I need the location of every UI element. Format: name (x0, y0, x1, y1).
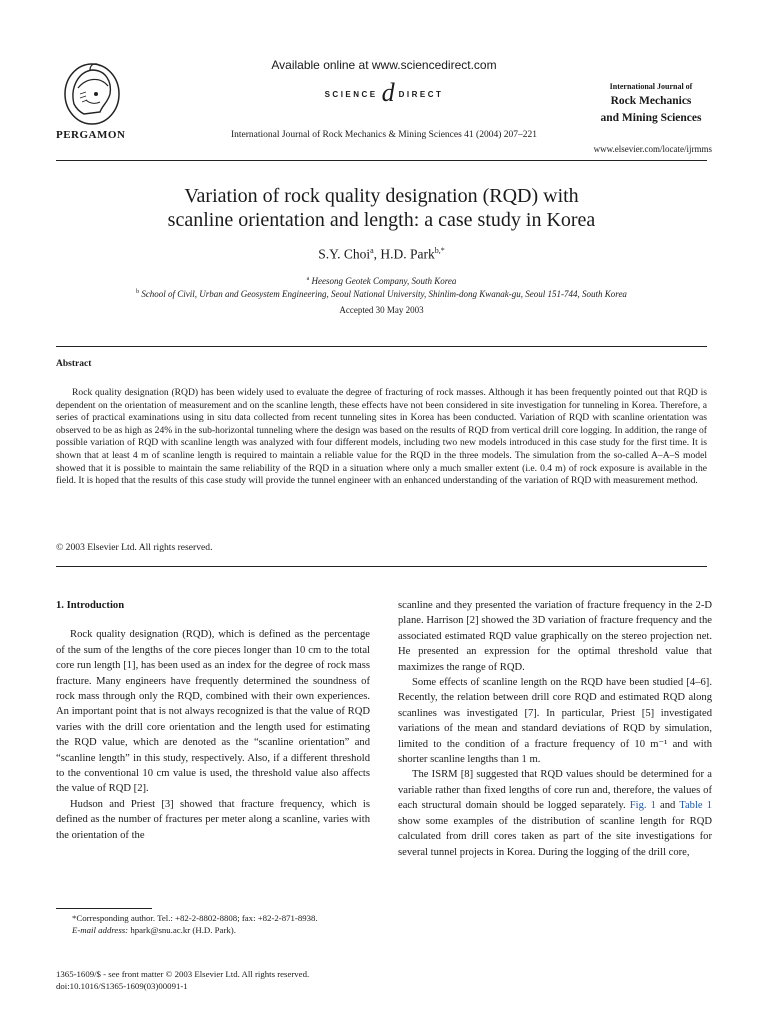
title-line-1: Variation of rock quality designation (RQD) with (184, 185, 579, 207)
journal-citation: International Journal of Rock Mechanics & Mining Sciences 41 (2004) 207–221 (230, 130, 538, 140)
left-paragraph-1: Rock quality designation (RQD), which is defined as the percentage of the sum of the lengths of the core pieces longer than 10 cm to the total core run length [1], has been used as an index for the degree of rock mass fracture. Many engineers have frequently determined the soundness of rock mass through only the RQD, combined with their own experiences. An important point that is not always recognized is that the value of RQD varies with the drill core orientation and the length used for estimating the RQD value, which are denoted as the “scanline orientation” and “scanline length” in this study, respectively. Also, if a different threshold to the conventional 10 cm value is used, the threshold value also affects the value of RQD [2]. (56, 629, 370, 795)
available-online-text: Available online at www.sciencedirect.com (271, 58, 497, 72)
sd-left-text: SCIENCE (324, 90, 378, 100)
right-p3-text-a: The ISRM [8] suggested that RQD values should be determined for a variable rather than fixed lengths of core run and, therefore, the values of each structural domain should be logged separately. (398, 769, 712, 812)
affiliation-a-mark: a (306, 276, 310, 282)
corresponding-author-note: *Corresponding author. Tel.: +82-2-8802-8808; fax: +82-2-871-8938. (72, 913, 318, 923)
affiliation-b (56, 289, 707, 299)
journal-url-link[interactable]: www.elsevier.com/locate/ijrmms (593, 144, 712, 154)
abstract-top-divider (56, 346, 707, 347)
body-right-column (398, 598, 712, 860)
journal-title-small: International Journal of (609, 82, 693, 91)
right-paragraph-1: scanline and they presented the variation of fracture frequency in the 2-D plane. Harrison [2] showed the 3D variation of fracture frequency and the associated estimated RQD value graphically on the stereo projection net. He presented an expression for the optimal threshold value that maximizes the range of RQD. (398, 600, 712, 673)
footnote-rule (56, 908, 152, 909)
right-p3-text-b: show some examples of the distribution of scanline length for RQD calculated from drill cores taken as part of the site investigations for several tunnel projects in Korea. During the logging of the drill core, (398, 815, 712, 858)
publisher-name: PERGAMON (56, 129, 126, 141)
abstract-heading: Abstract (56, 359, 92, 369)
left-paragraph-2: Hudson and Priest [3] showed that fracture frequency, which is defined as the number of fractures per meter along a scanline, varies with the orientation of the (56, 798, 370, 841)
doi-line: doi:10.1016/S1365-1609(03)00091-1 (56, 981, 188, 992)
journal-title-line2: and Mining Sciences (600, 112, 702, 124)
author-1: S.Y. Choi (318, 246, 371, 262)
author-1-affil: a (370, 246, 374, 255)
journal-title-block (586, 82, 716, 125)
sd-right-text: DIRECT (398, 90, 444, 100)
author-2: H.D. Park (380, 246, 435, 262)
right-p3-and: and (655, 800, 680, 812)
right-paragraph-2: Some effects of scanline length on the RQD have been studied [4–6]. Recently, the relation between drill core RQD and estimated RQD along scanlines was investigated [7]. In particular, Priest [5] investigated variations of the mean and standard deviations of RQD by simulation, limited to the condition of a fracture frequency of 10 m⁻¹ and with shorter scanline lengths than 1 m. (398, 677, 712, 766)
affiliation-a (56, 276, 707, 286)
pergamon-helmet-logo-icon (56, 58, 128, 128)
right-paragraph-3 (398, 767, 712, 859)
issn-line: 1365-1609/$ - see front matter © 2003 Elsevier Ltd. All rights reserved. (56, 969, 310, 979)
figure-1-link[interactable]: Fig. 1 (629, 800, 656, 812)
author-2-affil: b,* (434, 246, 445, 255)
issn-block (56, 968, 309, 993)
email-label: E-mail address: (72, 925, 129, 936)
table-1-link[interactable]: Table 1 (679, 800, 712, 812)
abstract-copyright: © 2003 Elsevier Ltd. All rights reserved. (56, 542, 213, 553)
sd-symbol: d (381, 78, 395, 107)
title-line-2: scanline orientation and length: a case study in Korea (167, 209, 596, 231)
header-divider (56, 160, 707, 161)
article-title (56, 184, 707, 232)
author-separator: , (373, 246, 381, 262)
journal-title-line1: Rock Mechanics (610, 95, 692, 107)
email-note (56, 924, 376, 936)
affiliation-b-mark: b (136, 289, 140, 295)
body-left-column (56, 598, 370, 843)
abstract-bottom-divider (56, 566, 707, 567)
author-list (56, 246, 707, 263)
footnote-block (56, 912, 376, 937)
affiliation-a-text: Heesong Geotek Company, South Korea (311, 276, 457, 286)
section-heading-introduction: 1. Introduction (56, 600, 125, 611)
accepted-date: Accepted 30 May 2003 (339, 305, 424, 315)
affiliation-b-text: School of Civil, Urban and Geosystem Engineering, Seoul National University, Shinlim-dong Kwanak-gu, Seoul 151-744, South Korea (141, 289, 627, 299)
abstract-text: Rock quality designation (RQD) has been widely used to evaluate the degree of fracturing of rock masses. Although it has been frequently pointed out that RQD is dependent on the orientation of measurement and on the scanline length, these effects have not been considered in site investigation for tunneling in Korea. Therefore, a series of practical examinations using in situ data collected from recent tunneling sites in Korea has been conducted. Variation of RQD with scanline orientation was observed to be as high as 24% in the sub-horizontal tunneling where the design was based on the results of RQD from vertical drill core logging. In addition, the range of possible variation of RQD with scanline length was analyzed with four different models, including two new models introduced in this case study for the first time. It is shown that at least 4 m of scanline length is required to maintain a reliable value for the RQD in the three models. The simulation from the so-called A–A–S model showed that it is possible to maintain the same reliability of the RQD in a situation where only a much smaller extent (i.e. 0.4 m) of rock exposure is available in the field. It is hoped that the results of this case study will provide the tunnel engineer with an enhanced understanding of the variation of RQD with measurement method. (56, 387, 707, 487)
email-value[interactable]: hpark@snu.ac.kr (H.D. Park). (128, 925, 236, 936)
